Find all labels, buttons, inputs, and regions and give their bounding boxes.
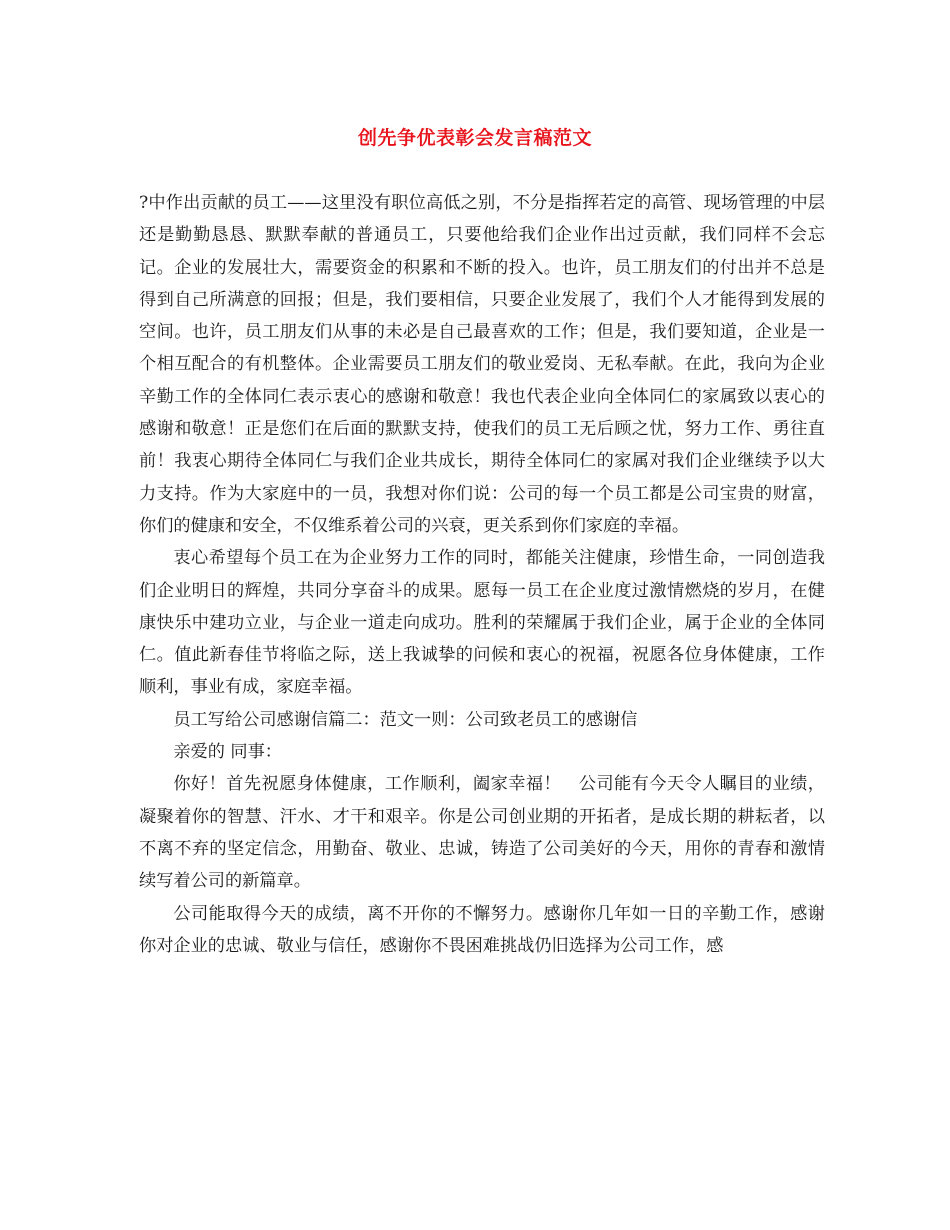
document-body — [139, 187, 825, 962]
paragraph-4: 亲爱的 同事： — [173, 742, 282, 763]
document-title: 创先争优表彰会发言稿范文 — [357, 127, 592, 149]
paragraph-3: 员工写给公司感谢信篇二：范文一则：公司致老员工的感谢信 — [173, 709, 638, 730]
paragraph-2: 衷心希望每个员工在为企业努力工作的同时，都能关注健康，珍惜生命，一同创造我们企业明日的辉煌，共同分享奋斗的成果。愿每一员工在企业度过激情燃烧的岁月，在健康快乐中建功立业，与企业一道走向成功。胜利的荣耀属于我们企业，属于企业的全体同仁。值此新春佳节将临之际，送上我诚挚的问候和衷心的祝福，祝愿各位身体健康，工作顺利，事业有成，家庭幸福。 — [139, 548, 825, 698]
paragraph-5: 你好！首先祝愿身体健康，工作顺利，阖家幸福！ 公司能有今天令人瞩目的业绩，凝聚着你的智慧、汗水、才干和艰辛。你是公司创业期的开拓者，是成长期的耕耘者，以不离不弃的坚定信念，用勤奋、敬业、忠诚，铸造了公司美好的今天，用你的青春和激情续写着公司的新篇章。 — [139, 774, 825, 892]
paragraph-6: 公司能取得今天的成绩，离不开你的不懈努力。感谢你几年如一日的辛勤工作，感谢你对企业的忠诚、敬业与信任，感谢你不畏困难挑战仍旧选择为公司工作，感 — [139, 903, 825, 956]
paragraph-1: ?中作出贡献的员工——这里没有职位高低之别，不分是指挥若定的高管、现场管理的中层还是勤勤恳恳、默默奉献的普通员工，只要他给我们企业作出过贡献，我们同样不会忘记。企业的发展壮大，需要资金的积累和不断的投入。也许，员工朋友们的付出并不总是得到自己所满意的回报；但是，我们要相信，只要企业发展了，我们个人才能得到发展的空间。也许，员工朋友们从事的未必是自己最喜欢的工作；但是，我们要知道，企业是一个相互配合的有机整体。企业需要员工朋友们的敬业爱岗、无私奉献。在此，我向为企业辛勤工作的全体同仁表示衷心的感谢和敬意！我也代表企业向全体同仁的家属致以衷心的感谢和敬意！正是您们在后面的默默支持，使我们的员工无后顾之忧，努力工作、勇往直前！我衷心期待全体同仁与我们企业共成长，期待全体同仁的家属对我们企业继续予以大力支持。作为大家庭中的一员，我想对你们说：公司的每一个员工都是公司宝贵的财富，你们的健康和安全，不仅维系着公司的兴衰，更关系到你们家庭的幸福。 — [139, 193, 825, 536]
